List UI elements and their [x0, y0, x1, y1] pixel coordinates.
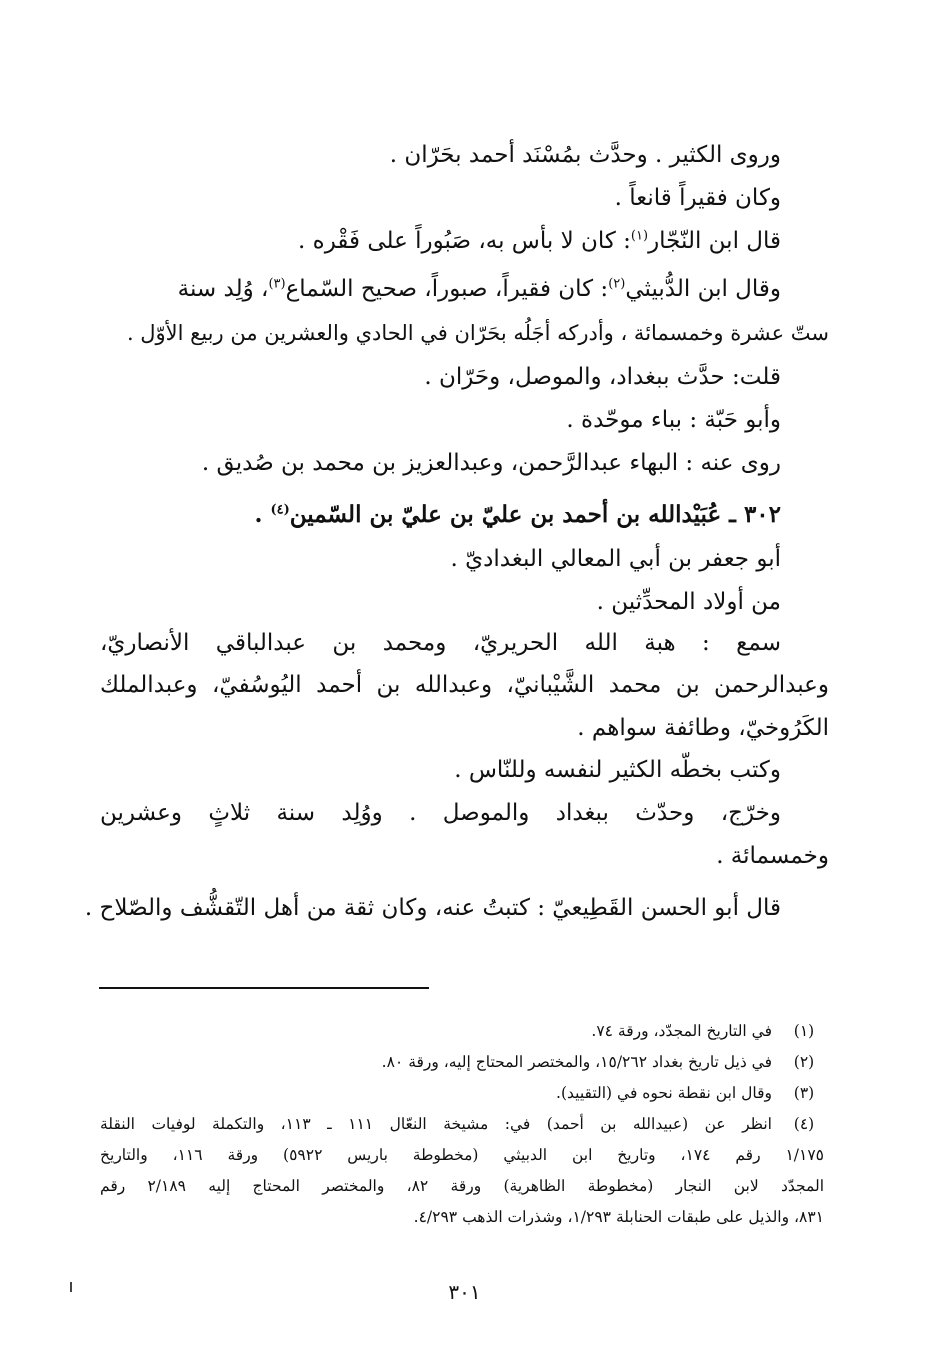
text-span: وخرّج، وحدّث ببغداد والموصل . ووُلِد سنة ثلاثٍ وعشرين — [100, 800, 781, 826]
footnote-text: وقال ابن نقطة نحوه في (التقييد). — [556, 1084, 772, 1102]
text-span: . — [254, 501, 271, 528]
text-line — [84, 893, 781, 923]
text-span: وكان فقيراً قانعاً . — [614, 185, 781, 211]
text-line — [100, 841, 829, 871]
text-span: وأبو حَبّة : بباء موحّدة . — [566, 407, 781, 433]
text-line — [100, 670, 829, 700]
text-span: قلت: حدَّث ببغداد، والموصل، وحَرّان . — [424, 364, 781, 390]
text-line — [100, 274, 781, 304]
text-span: وروى الكثير . وحدَّث بمُسْنَد أحمد بحَرّان . — [389, 142, 781, 168]
text-span: ستّ عشرة وخمسمائة ، وأدركه أجَلُه بحَرّان في الحادي والعشرين من ربيع الأوّل . — [126, 321, 829, 345]
footnote-text: في التاريخ المجدّد، ورقة ٧٤. — [591, 1022, 772, 1040]
text-span: وقال ابن الدُّبيثي — [625, 276, 781, 302]
footnote-number: (٢) — [793, 1053, 815, 1071]
text-line — [100, 798, 781, 828]
text-span: الكَرُوخيّ، وطائفة سواهم . — [577, 715, 829, 741]
text-span: قال أبو الحسن القَطِيعيّ : كتبتُ عنه، وكان ثقة من أهل التّقشُّف والصّلاح . — [84, 895, 781, 921]
text-line — [100, 713, 829, 743]
text-line — [100, 183, 781, 213]
text-span: وعبدالرحمن بن محمد الشَّيْبانيّ، وعبدالله بن أحمد اليُوسُفيّ، وعبدالملك — [100, 672, 829, 698]
footnote-ref: (٤) — [270, 502, 290, 518]
text-line — [100, 318, 829, 348]
footnote-text: ١/١٧٥ رقم ١٧٤، وتاريخ ابن الدبيثي (مخطوطة باريس ٥٩٢٢) ورقة ١١٦، والتاريخ — [100, 1146, 824, 1164]
footnote-text: في ذيل تاريخ بغداد ١٥/٢٦٢، والمختصر المحتاج إليه، ورقة ٨٠. — [381, 1053, 772, 1071]
footnote-ref: (١) — [630, 228, 649, 244]
text-line — [100, 448, 781, 478]
footnote-number: (٣) — [793, 1084, 815, 1102]
footnote-text: انظر عن (عبيدالله بن أحمد) في: مشيخة النعّال ١١١ ـ ١١٣، والتكملة لوفيات النقلة — [100, 1115, 772, 1133]
text-line — [100, 755, 781, 785]
text-line — [100, 226, 781, 256]
text-line — [100, 140, 781, 170]
footnote-separator — [99, 987, 429, 989]
scan-speck — [70, 1282, 72, 1292]
text-span: قال ابن النّجّار — [648, 228, 781, 254]
text-span: وكتب بخطّه الكثير لنفسه وللنّاس . — [454, 757, 781, 783]
footnote-number: (٤) — [793, 1115, 815, 1133]
footnote-ref: (٢) — [608, 276, 626, 292]
text-line — [100, 405, 781, 435]
footnote-text: ٨٣١، والذيل على طبقات الحنابلة ١/٢٩٣، وشذرات الذهب ٤/٢٩٣. — [413, 1208, 824, 1226]
text-span: : كان فقيراً، صبوراً، صحيح السّماع — [285, 276, 609, 302]
text-line — [100, 362, 781, 392]
text-span: : كان لا بأس به، صَبُوراً على فَقْره . — [298, 228, 631, 254]
text-span: من أولاد المحدِّثين . — [596, 589, 781, 615]
footnote-number: (١) — [793, 1022, 815, 1040]
text-line — [100, 587, 781, 617]
text-span: سمع : هبة الله الحريريّ، ومحمد بن عبدالباقي الأنصاريّ، — [100, 630, 781, 656]
text-span: ٣٠٢ ـ عُبَيْدالله بن أحمد بن عليّ بن عليّ بن السّمين — [289, 501, 781, 528]
text-line — [100, 544, 781, 574]
text-span: وخمسمائة . — [716, 843, 829, 869]
text-span: ، وُلِد سنة — [177, 276, 269, 302]
text-span: أبو جعفر بن أبي المعالي البغداديّ . — [450, 546, 781, 572]
page-number: ٣٠١ — [448, 1280, 481, 1304]
text-span: روى عنه : البهاء عبدالرَّحمن، وعبدالعزيز بن محمد بن صُديق . — [201, 450, 781, 476]
text-line — [100, 628, 781, 658]
footnote-ref: (٣) — [268, 276, 286, 292]
footnote-text: المجدّد لابن النجار (مخطوطة الظاهرية) ورقة ٨٢، والمختصر المحتاج إليه ٢/١٨٩ رقم — [100, 1177, 824, 1195]
entry-heading — [100, 500, 781, 530]
